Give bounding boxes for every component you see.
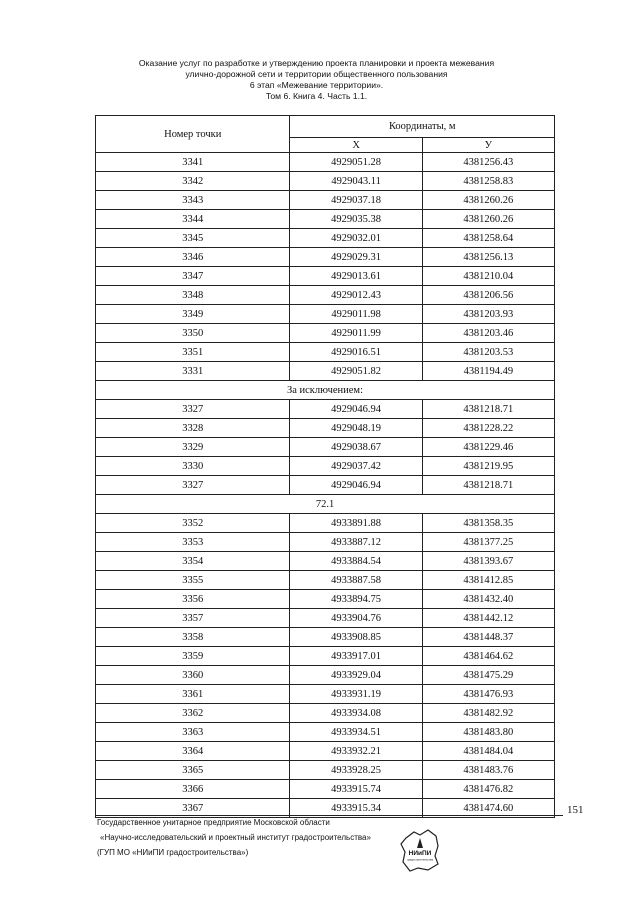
header-line-2: улично-дорожной сети и территории общественного пользования xyxy=(185,69,448,79)
cell-y: 4381377.25 xyxy=(422,533,554,552)
cell-x: 4929035.38 xyxy=(290,210,422,229)
coordinates-table xyxy=(95,115,555,818)
cell-x: 4933887.58 xyxy=(290,571,422,590)
cell-point-number: 3327 xyxy=(96,476,290,495)
table-row xyxy=(96,172,555,191)
cell-y: 4381203.53 xyxy=(422,343,554,362)
cell-point-number: 3356 xyxy=(96,590,290,609)
section-row-72-1 xyxy=(96,495,555,514)
header-line-3: 6 этап «Межевание территории». xyxy=(249,80,384,90)
cell-point-number: 3362 xyxy=(96,704,290,723)
section-row-exclusion xyxy=(96,381,555,400)
cell-x: 4929048.19 xyxy=(290,419,422,438)
cell-x: 4929037.18 xyxy=(290,191,422,210)
cell-x: 4933884.54 xyxy=(290,552,422,571)
cell-y: 4381393.67 xyxy=(422,552,554,571)
cell-point-number: 3366 xyxy=(96,780,290,799)
cell-x: 4933904.76 xyxy=(290,609,422,628)
table-row xyxy=(96,647,555,666)
cell-x: 4929013.61 xyxy=(290,267,422,286)
cell-point-number: 3347 xyxy=(96,267,290,286)
cell-x: 4933908.85 xyxy=(290,628,422,647)
table-row xyxy=(96,666,555,685)
table-row xyxy=(96,438,555,457)
table-row xyxy=(96,533,555,552)
table-row xyxy=(96,476,555,495)
cell-point-number: 3346 xyxy=(96,248,290,267)
cell-y: 4381260.26 xyxy=(422,210,554,229)
cell-x: 4929011.99 xyxy=(290,324,422,343)
cell-y: 4381228.22 xyxy=(422,419,554,438)
cell-y: 4381432.40 xyxy=(422,590,554,609)
cell-y: 4381258.64 xyxy=(422,229,554,248)
table-row xyxy=(96,419,555,438)
cell-y: 4381412.85 xyxy=(422,571,554,590)
cell-x: 4933887.12 xyxy=(290,533,422,552)
cell-point-number: 3348 xyxy=(96,286,290,305)
cell-x: 4933934.51 xyxy=(290,723,422,742)
cell-x: 4933931.19 xyxy=(290,685,422,704)
cell-y: 4381203.93 xyxy=(422,305,554,324)
table-row xyxy=(96,400,555,419)
logo-subtext: градостроительства xyxy=(406,857,434,862)
footer-rule xyxy=(95,815,563,816)
cell-point-number: 3341 xyxy=(96,153,290,172)
cell-point-number: 3328 xyxy=(96,419,290,438)
cell-x: 4929012.43 xyxy=(290,286,422,305)
cell-x: 4933915.74 xyxy=(290,780,422,799)
cell-point-number: 3361 xyxy=(96,685,290,704)
cell-y: 4381464.62 xyxy=(422,647,554,666)
table-row xyxy=(96,628,555,647)
table-row xyxy=(96,742,555,761)
cell-x: 4933915.34 xyxy=(290,799,422,818)
cell-point-number: 3350 xyxy=(96,324,290,343)
cell-y: 4381484.04 xyxy=(422,742,554,761)
footer-line-2: «Научно-исследовательский и проектный институт градостроительства» xyxy=(100,833,371,842)
table-row xyxy=(96,248,555,267)
cell-point-number: 3358 xyxy=(96,628,290,647)
cell-x: 4929051.28 xyxy=(290,153,422,172)
cell-point-number: 3354 xyxy=(96,552,290,571)
cell-y: 4381219.95 xyxy=(422,457,554,476)
cell-x: 4933928.25 xyxy=(290,761,422,780)
cell-y: 4381483.80 xyxy=(422,723,554,742)
table-row xyxy=(96,609,555,628)
header-line-4: Том 6. Книга 4. Часть 1.1. xyxy=(265,91,368,101)
cell-y: 4381229.46 xyxy=(422,438,554,457)
institute-logo-icon xyxy=(398,826,442,874)
cell-y: 4381206.56 xyxy=(422,286,554,305)
cell-point-number: 3342 xyxy=(96,172,290,191)
cell-y: 4381474.60 xyxy=(422,799,554,818)
table-row xyxy=(96,210,555,229)
cell-y: 4381476.93 xyxy=(422,685,554,704)
section-row-exclusion-label: За исключением: xyxy=(96,381,555,400)
cell-point-number: 3349 xyxy=(96,305,290,324)
cell-x: 4929051.82 xyxy=(290,362,422,381)
header-line-1: Оказание услуг по разработке и утверждению проекта планировки и проекта межевания xyxy=(138,58,495,68)
table-row xyxy=(96,552,555,571)
cell-y: 4381260.26 xyxy=(422,191,554,210)
table-row xyxy=(96,571,555,590)
table-row xyxy=(96,704,555,723)
cell-x: 4933894.75 xyxy=(290,590,422,609)
cell-x: 4929032.01 xyxy=(290,229,422,248)
cell-point-number: 3364 xyxy=(96,742,290,761)
cell-y: 4381210.04 xyxy=(422,267,554,286)
cell-point-number: 3331 xyxy=(96,362,290,381)
table-row xyxy=(96,305,555,324)
cell-point-number: 3357 xyxy=(96,609,290,628)
cell-y: 4381218.71 xyxy=(422,476,554,495)
cell-y: 4381203.46 xyxy=(422,324,554,343)
table-row xyxy=(96,761,555,780)
cell-point-number: 3330 xyxy=(96,457,290,476)
cell-y: 4381256.43 xyxy=(422,153,554,172)
cell-point-number: 3367 xyxy=(96,799,290,818)
cell-point-number: 3352 xyxy=(96,514,290,533)
col-y-header: У xyxy=(422,138,554,153)
cell-y: 4381475.29 xyxy=(422,666,554,685)
cell-point-number: 3353 xyxy=(96,533,290,552)
cell-point-number: 3343 xyxy=(96,191,290,210)
logo-text: НИиПИ xyxy=(408,850,432,857)
table-row xyxy=(96,780,555,799)
cell-x: 4929016.51 xyxy=(290,343,422,362)
cell-x: 4929038.67 xyxy=(290,438,422,457)
cell-y: 4381358.35 xyxy=(422,514,554,533)
cell-point-number: 3329 xyxy=(96,438,290,457)
section-row-72-1-label: 72.1 xyxy=(96,495,555,514)
cell-y: 4381218.71 xyxy=(422,400,554,419)
cell-x: 4933917.01 xyxy=(290,647,422,666)
cell-x: 4929043.11 xyxy=(290,172,422,191)
cell-y: 4381483.76 xyxy=(422,761,554,780)
cell-x: 4929037.42 xyxy=(290,457,422,476)
cell-point-number: 3345 xyxy=(96,229,290,248)
table-row xyxy=(96,153,555,172)
cell-point-number: 3327 xyxy=(96,400,290,419)
cell-point-number: 3360 xyxy=(96,666,290,685)
cell-point-number: 3344 xyxy=(96,210,290,229)
table-row xyxy=(96,229,555,248)
table-row xyxy=(96,362,555,381)
cell-y: 4381256.13 xyxy=(422,248,554,267)
footer-line-3: (ГУП МО «НИиПИ градостроительства») xyxy=(97,848,249,857)
cell-x: 4929029.31 xyxy=(290,248,422,267)
page-number: 151 xyxy=(567,804,584,816)
table-row xyxy=(96,590,555,609)
cell-x: 4933929.04 xyxy=(290,666,422,685)
footer-line-1: Государственное унитарное предприятие Московской области xyxy=(97,818,330,827)
cell-point-number: 3351 xyxy=(96,343,290,362)
col-point-number-header: Номер точки xyxy=(96,116,290,153)
cell-y: 4381258.83 xyxy=(422,172,554,191)
cell-y: 4381442.12 xyxy=(422,609,554,628)
table-row xyxy=(96,343,555,362)
cell-x: 4933891.88 xyxy=(290,514,422,533)
cell-y: 4381448.37 xyxy=(422,628,554,647)
table-row xyxy=(96,723,555,742)
table-row xyxy=(96,191,555,210)
cell-point-number: 3359 xyxy=(96,647,290,666)
cell-point-number: 3355 xyxy=(96,571,290,590)
table-row xyxy=(96,685,555,704)
cell-y: 4381482.92 xyxy=(422,704,554,723)
cell-y: 4381476.82 xyxy=(422,780,554,799)
cell-y: 4381194.49 xyxy=(422,362,554,381)
table-row xyxy=(96,324,555,343)
col-x-header: X xyxy=(290,138,422,153)
table-row xyxy=(96,267,555,286)
cell-x: 4929046.94 xyxy=(290,400,422,419)
cell-point-number: 3363 xyxy=(96,723,290,742)
table-row xyxy=(96,514,555,533)
cell-x: 4933932.21 xyxy=(290,742,422,761)
col-coordinates-header: Координаты, м xyxy=(290,116,555,138)
cell-x: 4929046.94 xyxy=(290,476,422,495)
cell-point-number: 3365 xyxy=(96,761,290,780)
cell-x: 4933934.08 xyxy=(290,704,422,723)
table-row xyxy=(96,286,555,305)
cell-x: 4929011.98 xyxy=(290,305,422,324)
table-row xyxy=(96,457,555,476)
document-header xyxy=(0,58,633,102)
